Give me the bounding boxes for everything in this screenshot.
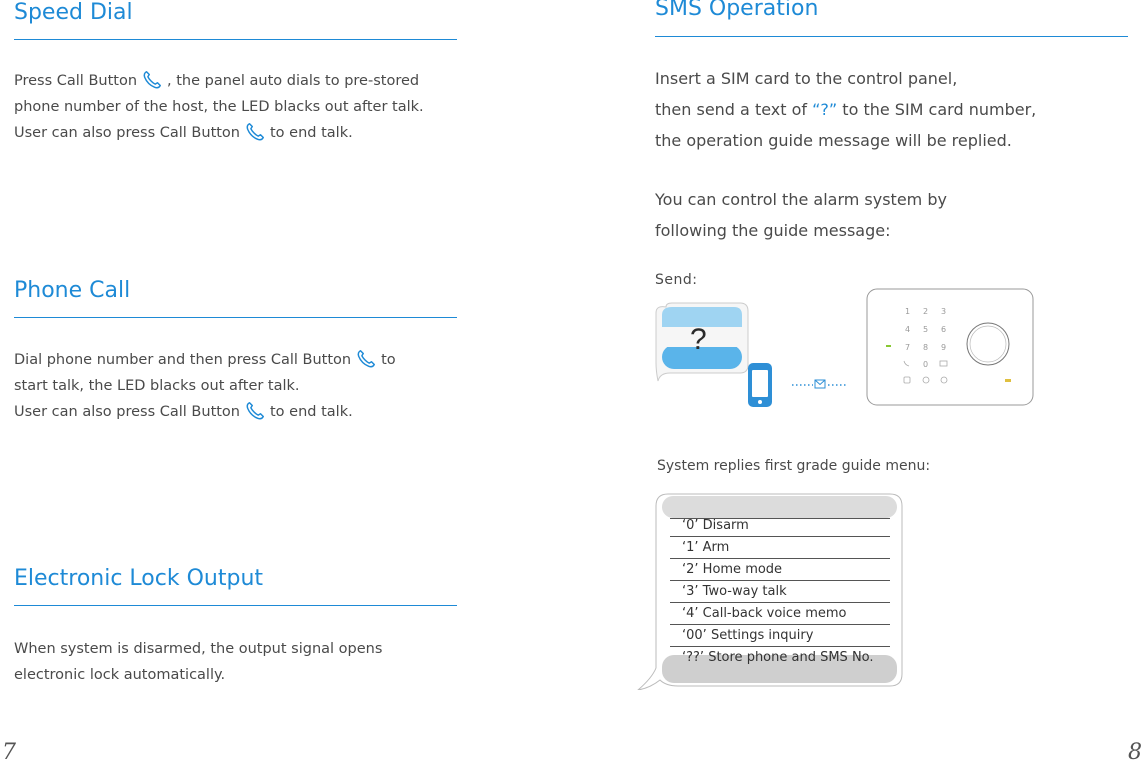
panel-key: 8 bbox=[923, 343, 929, 352]
speed-dial-heading: Speed Dial bbox=[14, 0, 133, 25]
panel-key: 2 bbox=[923, 307, 929, 316]
menu-item: ‘4’ Call-back voice memo bbox=[670, 603, 890, 625]
send-illustration bbox=[650, 285, 1040, 415]
page-number-right: 8 bbox=[1128, 740, 1142, 765]
panel-key: 0 bbox=[923, 360, 929, 369]
electronic-lock-text: When system is disarmed, the output signal opens electronic lock automatically. bbox=[14, 641, 383, 683]
speed-dial-rule bbox=[14, 39, 457, 40]
guide-menu-list bbox=[670, 514, 890, 668]
envelope-icon bbox=[792, 380, 848, 388]
panel-key: 5 bbox=[923, 325, 929, 334]
question-bubble bbox=[656, 303, 748, 381]
page-number-left: 7 bbox=[2, 740, 16, 765]
send-label: Send: bbox=[655, 272, 698, 288]
electronic-lock-rule bbox=[14, 605, 457, 606]
sms-operation-text: Insert a SIM card to the control panel, then send a text of “?” to the SIM card number, the operation guide message will be replied. You can control the alarm system by following the guide message: bbox=[655, 69, 1037, 240]
reply-bubble bbox=[636, 492, 906, 690]
phone-call-text: Dial phone number and then press Call Button to start talk, the LED blacks out after talk. User can also press Call Button to end talk. bbox=[14, 347, 464, 425]
call-button-icon bbox=[355, 348, 377, 370]
panel-key: 1 bbox=[905, 307, 911, 316]
alarm-panel-icon bbox=[867, 289, 1033, 405]
question-mark-text: “?” bbox=[812, 100, 838, 119]
mobile-phone-icon bbox=[748, 363, 772, 407]
electronic-lock-heading: Electronic Lock Output bbox=[14, 566, 264, 591]
menu-item: ‘2’ Home mode bbox=[670, 559, 890, 581]
menu-item: ‘3’ Two-way talk bbox=[670, 581, 890, 603]
call-button-icon bbox=[141, 69, 163, 91]
panel-key: 4 bbox=[905, 325, 911, 334]
panel-key: 6 bbox=[941, 325, 947, 334]
reply-label: System replies first grade guide menu: bbox=[657, 458, 931, 474]
menu-item: ‘??’ Store phone and SMS No. bbox=[682, 650, 874, 665]
panel-key: 7 bbox=[905, 343, 911, 352]
phone-call-heading: Phone Call bbox=[14, 278, 131, 303]
panel-key: 9 bbox=[941, 343, 947, 352]
question-symbol: ? bbox=[690, 323, 707, 356]
call-button-icon bbox=[244, 121, 266, 143]
sms-operation-heading: SMS Operation bbox=[655, 0, 819, 21]
phone-call-rule bbox=[14, 317, 457, 318]
call-button-icon bbox=[244, 400, 266, 422]
speed-dial-text: Press Call Button , the panel auto dials to pre-stored phone number of the host, the LED blacks out after talk. User can also press Call Button to end talk. bbox=[14, 68, 464, 146]
menu-item: ‘1’ Arm bbox=[670, 537, 890, 559]
sms-operation-rule bbox=[655, 36, 1128, 37]
menu-item: ‘00’ Settings inquiry bbox=[670, 625, 890, 647]
menu-item: ‘0’ Disarm bbox=[670, 519, 890, 537]
panel-key: 3 bbox=[941, 307, 947, 316]
